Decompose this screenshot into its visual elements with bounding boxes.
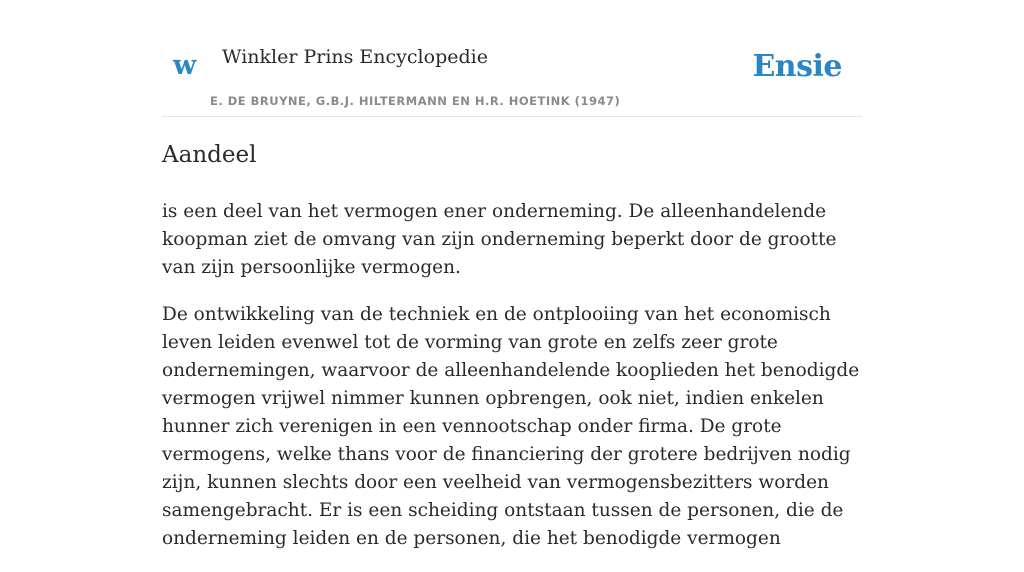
source-logo-icon[interactable]: w [173, 50, 197, 81]
brand-logo[interactable]: Ensie [752, 49, 842, 84]
entry-title: Aandeel [162, 142, 257, 168]
page-header [162, 0, 862, 117]
entry-content [162, 136, 872, 572]
entry-paragraph: De ontwikkeling van de techniek en de ontplooiing van het economisch leven leiden evenwel tot de vorming van grote en zelfs zeer grote ondernemingen, waarvoor de alleenhandelende kooplieden het benodigde vermogen vrijwel nimmer kunnen opbrengen, ook niet, indien enkelen hunner zich verenigen in een vennootschap onder firma. De grote vermogens, welke thans voor de financiering der grotere bedrijven nodig zijn, kunnen slechts door een veelheid van vermogensbezitters worden samengebracht. Er is een scheiding ontstaan tussen de personen, die de onderneming leiden en de personen, die het benodigde vermogen [162, 304, 860, 549]
entry-paragraph: is een deel van het vermogen ener onderneming. De alleenhandelende koopman ziet de omvang van zijn onderneming beperkt door de grootte van zijn persoonlijke vermogen. [162, 201, 837, 278]
source-authors: E. DE BRUYNE, G.B.J. HILTERMANN EN H.R. HOETINK (1947) [210, 94, 621, 108]
source-title[interactable]: Winkler Prins Encyclopedie [222, 46, 488, 68]
